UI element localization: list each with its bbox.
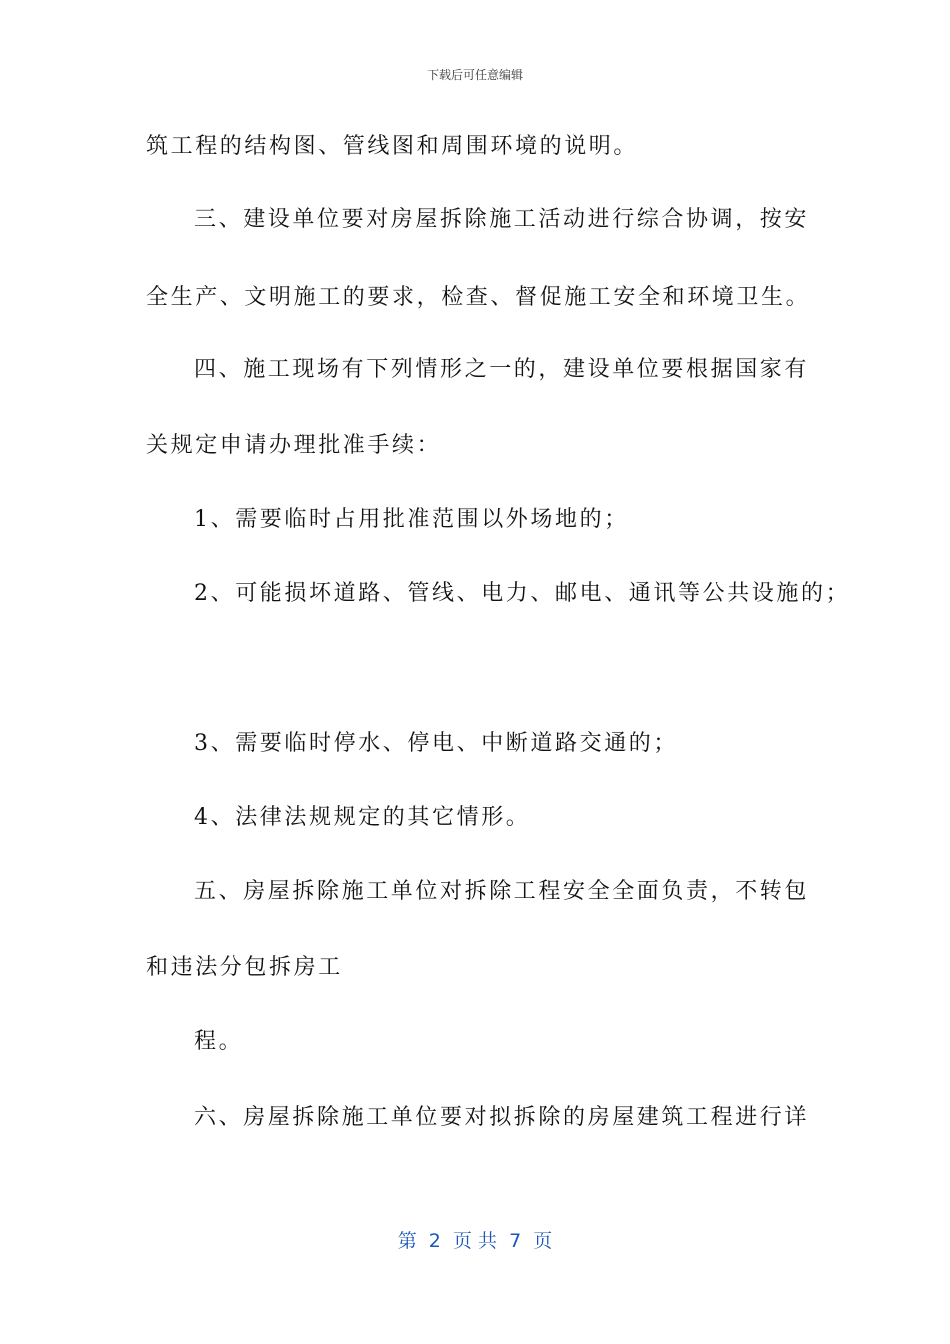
paragraph-line: 三、建设单位要对房屋拆除施工活动进行综合协调，按安 (194, 207, 810, 232)
list-item: 3、需要临时停水、停电、中断道路交通的； (194, 731, 678, 756)
paragraph-line: 和违法分包拆房工 (146, 955, 343, 980)
paragraph-line: 筑工程的结构图、管线图和周围环境的说明。 (146, 134, 639, 159)
paragraph-line: 四、施工现场有下列情形之一的，建设单位要根据国家有 (194, 357, 810, 382)
paragraph-line: 五、房屋拆除施工单位对拆除工程安全全面负责，不转包 (194, 879, 810, 904)
list-item: 2、可能损坏道路、管线、电力、邮电、通讯等公共设施的； (194, 581, 851, 606)
page-number: 第 2 页 共 7 页 (397, 1230, 553, 1252)
list-item: 1、需要临时占用批准范围以外场地的； (194, 507, 629, 532)
download-note: 下载后可任意编辑 (426, 68, 523, 82)
paragraph-line: 关规定申请办理批准手续： (146, 433, 442, 458)
list-item: 4、法律法规规定的其它情形。 (194, 805, 531, 830)
paragraph-line: 程。 (194, 1029, 244, 1054)
paragraph-line: 六、房屋拆除施工单位要对拟拆除的房屋建筑工程进行详 (194, 1105, 810, 1130)
paragraph-line: 全生产、文明施工的要求，检查、督促施工安全和环境卫生。 (146, 285, 811, 310)
